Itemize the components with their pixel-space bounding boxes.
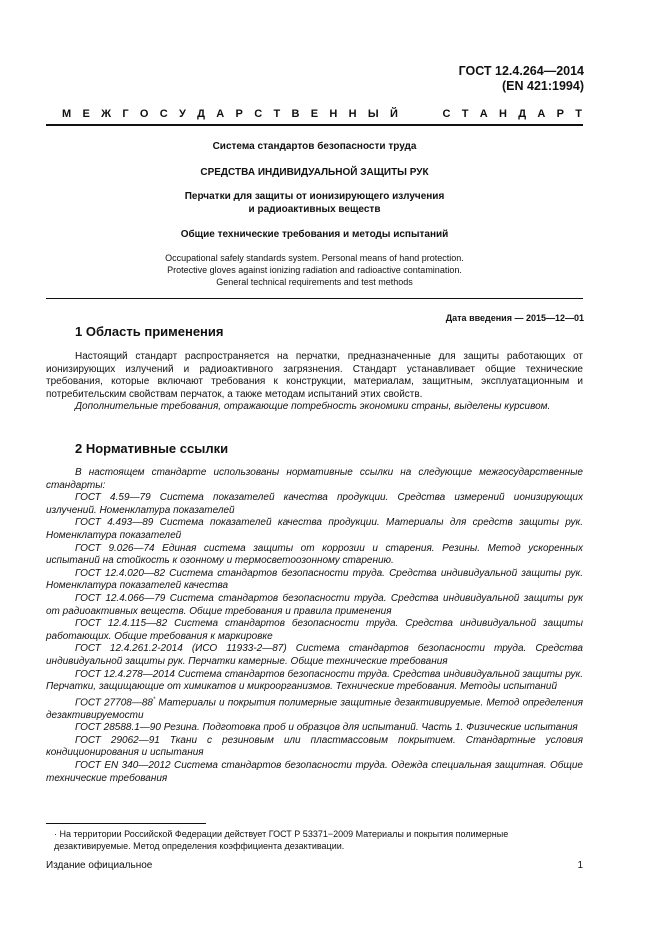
- reference-code: ГОСТ 27708—88: [75, 697, 153, 709]
- banner-letter: А: [537, 108, 546, 120]
- official-edition-label: Издание официальное: [46, 860, 153, 871]
- banner-letter: У: [179, 108, 186, 120]
- banner-letter: Е: [310, 108, 319, 120]
- english-title-line: Protective gloves against ionizing radiation and radioactive contamination.: [167, 265, 462, 275]
- banner-letter: А: [216, 108, 225, 120]
- gloves-title-line: и радиоактивных веществ: [248, 204, 381, 215]
- requirements-title: Общие технические требования и методы испытаний: [180, 229, 449, 240]
- section-1-body: [46, 351, 583, 414]
- reference-item: ГОСТ 12.4.278—2014 Система стандартов безопасности труда. Средства индивидуальной защиты рук. Перчатки, защищающие от химикатов и микроорганизмов. Технические требования. Методы испытаний: [46, 668, 583, 693]
- banner-letter: О: [139, 108, 149, 120]
- reference-item: ГОСТ 29062—91 Ткани с резиновым или пластмассовым покрытием. Стандартные условия кондиционирования и испытания: [46, 734, 583, 759]
- title-rule: [46, 298, 583, 299]
- banner-letter: Р: [235, 108, 243, 120]
- reference-item: ГОСТ 4.493—89 Система показателей качества продукции. Материалы для средств защиты рук. Номенклатура показателей: [46, 517, 583, 541]
- footnote-marker: *: [152, 696, 156, 703]
- reference-item: [46, 694, 583, 723]
- gloves-title: [46, 190, 583, 216]
- page-number: 1: [577, 860, 583, 871]
- banner-letter: Н: [329, 108, 338, 120]
- english-title: [46, 252, 583, 288]
- reference-item: ГОСТ 12.4.066—79 Система стандартов безопасности труда. Средства индивидуальной защиты рук от радиоактивных веществ. Общие требования и правила применения: [46, 592, 583, 617]
- section-2-heading: 2 Нормативные ссылки: [75, 441, 229, 456]
- reference-item: ГОСТ 12.4.020—82 Система стандартов безопасности труда. Средства индивидуальной защиты рук. Номенклатура показателей качества: [46, 567, 583, 592]
- english-title-line: General technical requirements and test methods: [216, 277, 413, 287]
- section-2-body: [46, 467, 583, 785]
- section-1-heading: 1 Область применения: [75, 324, 224, 339]
- paragraph: Настоящий стандарт распространяется на перчатки, предназначенные для защиты работающих от ионизирующих излучений и радиоактивного загрязнения. Стандарт устанавливает общие технические требования, которые включают требования к конструкции, материалам, защитным, эксплуатационным и потребительским свойствам перчаток, а также методам испытаний этих свойств.: [46, 351, 583, 400]
- banner-letter: Ж: [101, 108, 112, 120]
- standard-number: [459, 64, 584, 94]
- banner-letter: Д: [518, 108, 527, 120]
- banner-letter: Ы: [367, 108, 379, 120]
- banner-letter: С: [442, 108, 451, 120]
- banner-letter: Г: [122, 108, 129, 120]
- banner-letter: Е: [82, 108, 90, 120]
- banner-letter: В: [291, 108, 300, 120]
- paragraph-italic: Дополнительные требования, отражающие потребность экономики страны, выделены курсивом.: [75, 401, 551, 413]
- system-title: Система стандартов безопасности труда: [212, 141, 417, 152]
- banner-letter: Й: [389, 108, 398, 120]
- reference-item: ГОСТ 12.4.261.2-2014 (ИСО 11933-2—87) Система стандартов безопасности труда. Средства индивидуальной защиты рук. Перчатки камерные. Общие технические требования: [46, 643, 583, 667]
- banner-letter: С: [254, 108, 263, 120]
- footnote-rule: [46, 823, 206, 824]
- banner-letter: С: [159, 108, 168, 120]
- banner-letter: А: [479, 108, 488, 120]
- banner-letter: М: [62, 108, 72, 120]
- banner-letter: Т: [461, 108, 469, 120]
- page-footer: [46, 860, 583, 871]
- reference-item: ГОСТ 12.4.115—82 Система стандартов безопасности труда. Средства индивидуальной защиты работающих. Общие требования к маркировке: [46, 618, 583, 642]
- en-code: (EN 421:1994): [502, 79, 584, 93]
- reference-text: Материалы и покрытия полимерные защитные дезактивируемые. Метод определения дезактивируемости: [46, 697, 584, 721]
- english-title-line: Occupational safely standards system. Personal means of hand protection.: [165, 253, 464, 263]
- introduction-date: Дата введения — 2015—12—01: [445, 313, 584, 323]
- paragraph: В настоящем стандарте использованы нормативные ссылки на следующие межгосударственные стандарты:: [46, 467, 583, 491]
- banner-letter: Н: [498, 108, 507, 120]
- reference-item: ГОСТ 9.026—74 Единая система защиты от коррозии и старения. Резины. Метод ускоренных испытаний на стойкость к озонному и термосветоозонному старению.: [46, 542, 583, 567]
- banner-letter: Т: [273, 108, 281, 120]
- banner-gap: [409, 108, 431, 120]
- banner-letter: Т: [575, 108, 582, 120]
- banner-letter: Н: [348, 108, 357, 120]
- interstate-standard-banner: [62, 108, 582, 120]
- reference-item: ГОСТ 28588.1—90 Резина. Подготовка проб и образцов для испытаний. Часть 1. Физические испытания: [75, 722, 578, 734]
- banner-rule: [46, 124, 583, 126]
- means-title: СРЕДСТВА ИНДИВИДУАЛЬНОЙ ЗАЩИТЫ РУК: [200, 167, 429, 178]
- gloves-title-line: Перчатки для защиты от ионизирующего излучения: [184, 191, 445, 202]
- reference-item: ГОСТ EN 340—2012 Система стандартов безопасности труда. Одежда специальная защитная. Общие технические требования: [46, 759, 583, 784]
- footnote: · На территории Российской Федерации действует ГОСТ Р 53371−2009 Материалы и покрытия полимерные дезактивируемые. Метод определения коэффициента дезактивации.: [54, 829, 509, 851]
- banner-letter: Д: [197, 108, 205, 120]
- reference-item: ГОСТ 4.59—79 Система показателей качества продукции. Средства измерений ионизирующих излучений. Номенклатура показателей: [46, 492, 583, 516]
- banner-letter: Р: [556, 108, 564, 120]
- gost-code: ГОСТ 12.4.264—2014: [458, 64, 584, 78]
